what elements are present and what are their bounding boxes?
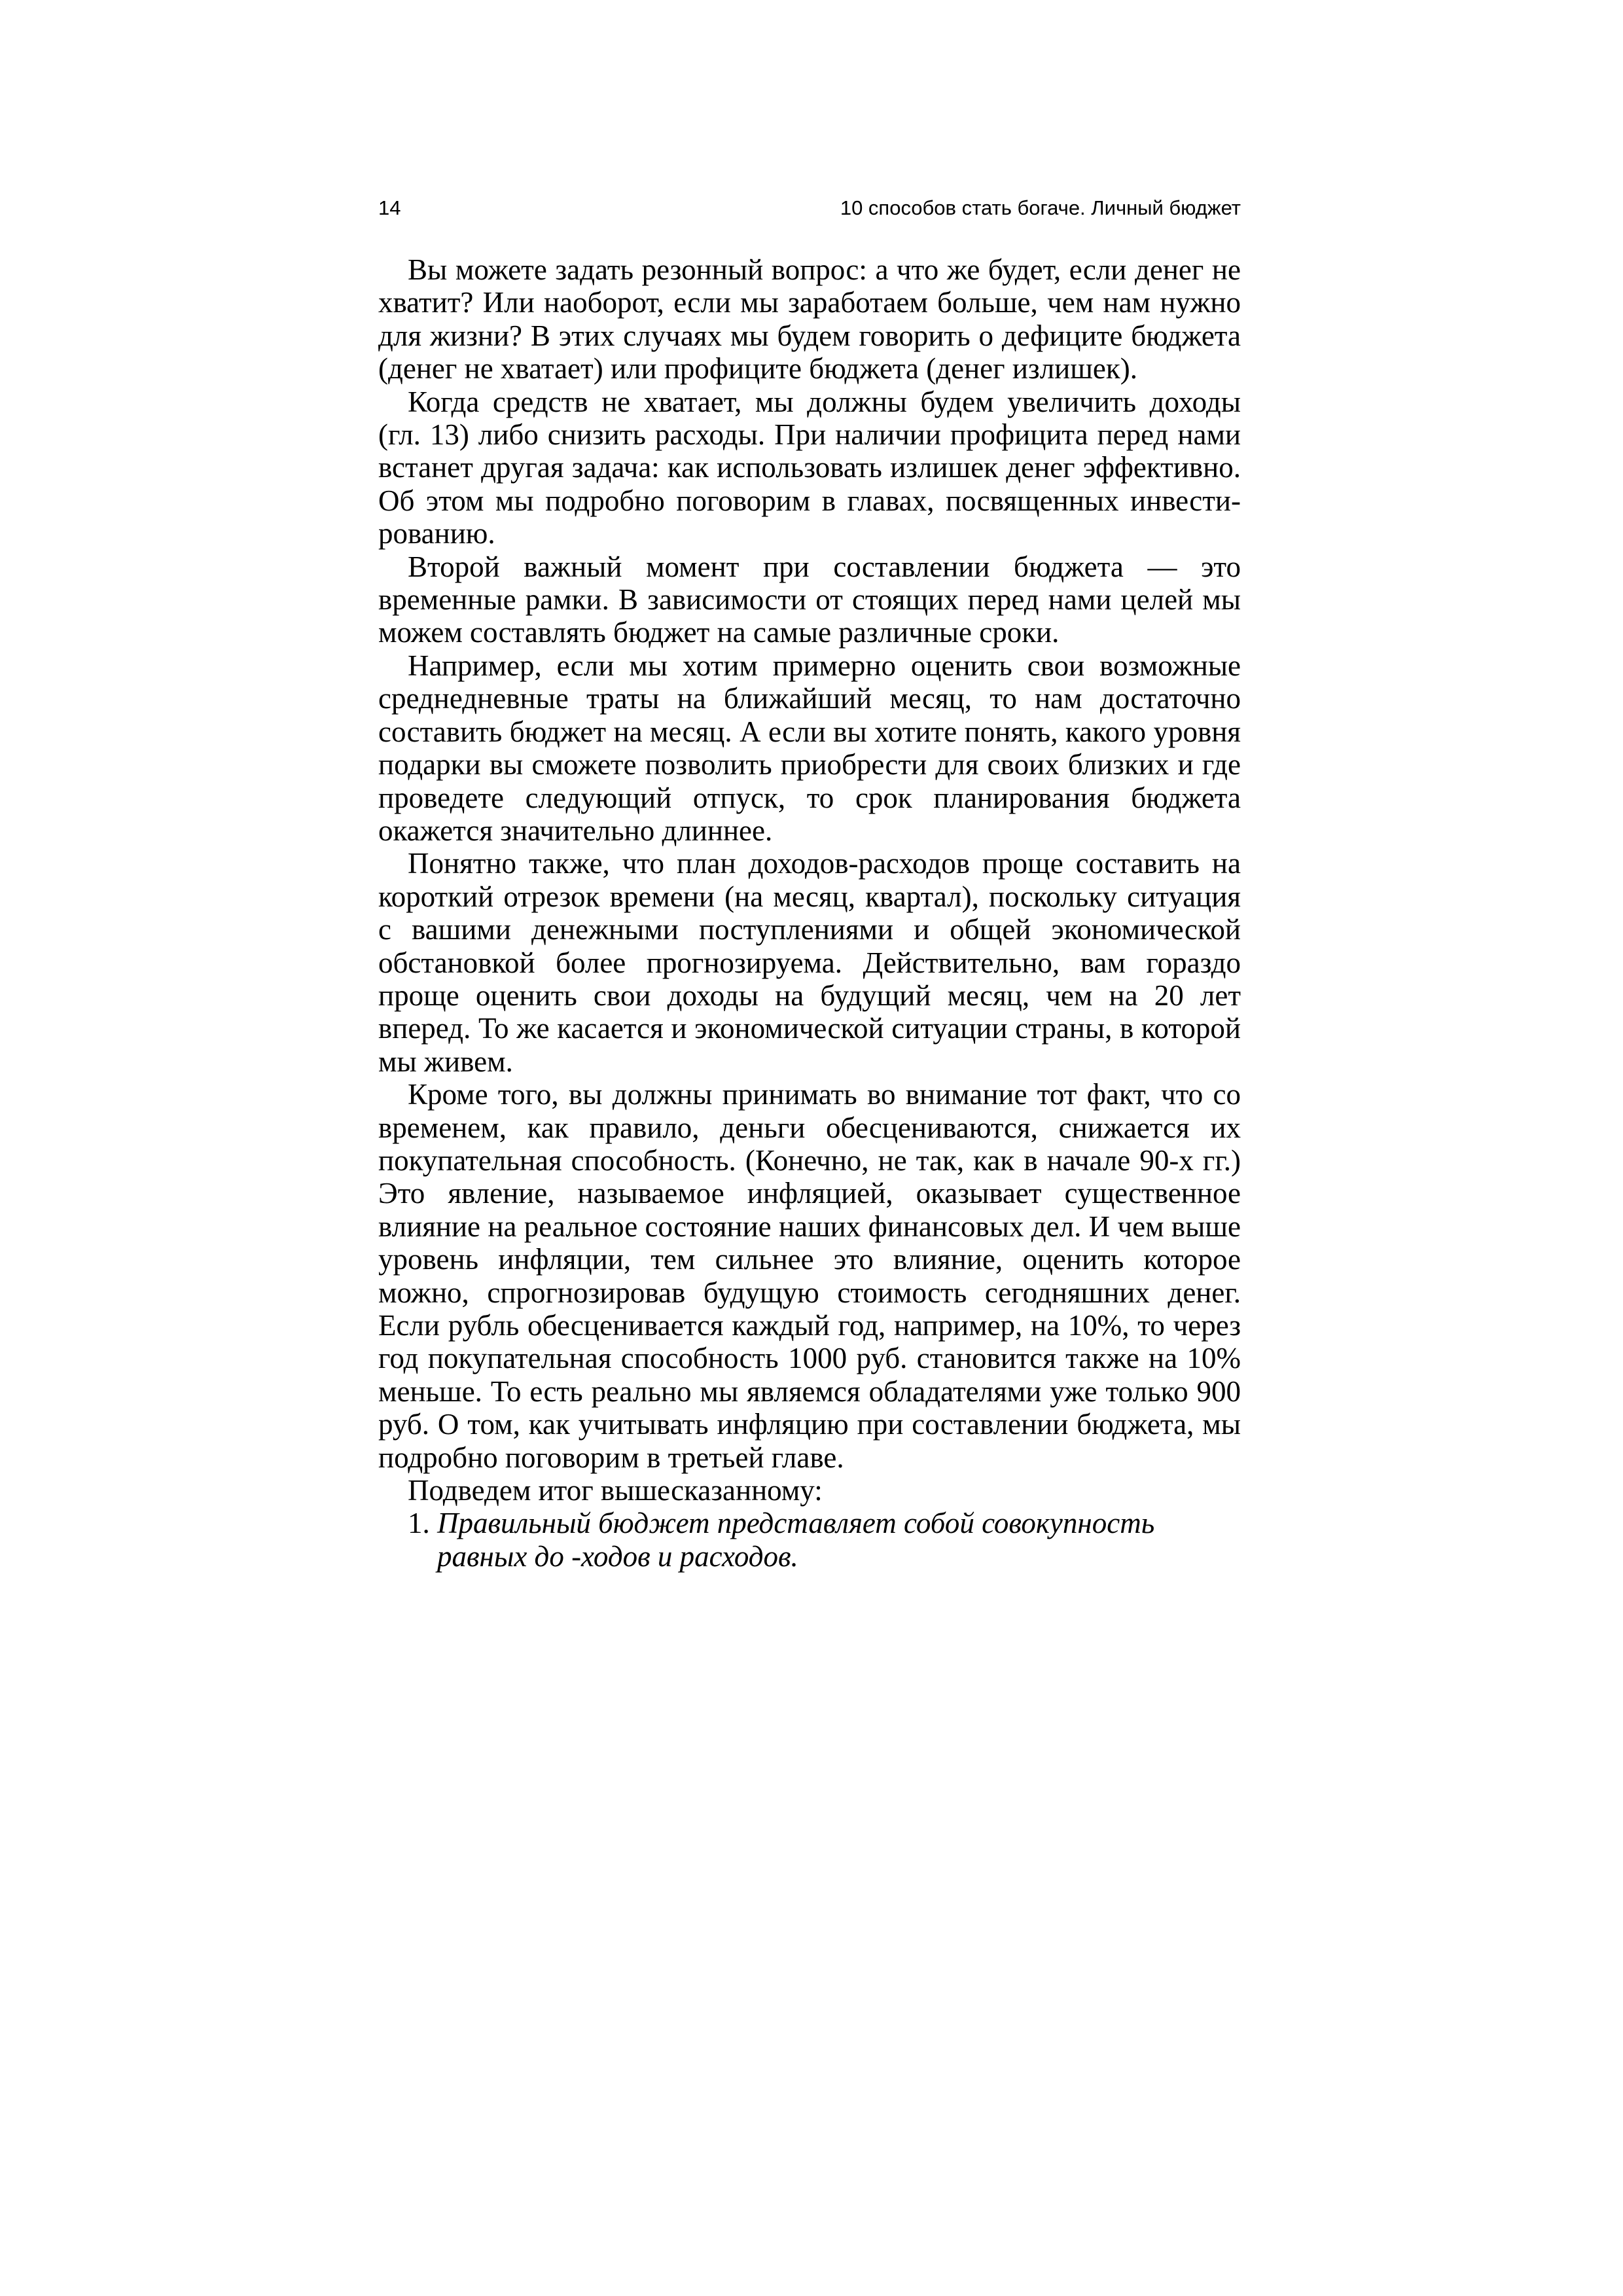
summary-intro: Подведем итог вышесказанному: [408,1474,823,1507]
list-item-text: Правильный бюджет представляет собой совокупность равных до -ходов и расходов. [437,1507,1155,1573]
paragraph: Понятно также, что план доходов-расходов проще составить на короткий отрезок времени (на месяц, квартал), поскольку ситуация с вашими денежными поступлениями и общей экономической обстановкой более прогнозируема. Действительно, вам гораздо проще оценить свои доходы на будущий месяц, чем на 20 лет вперед. То же касается и экономической ситуации страны, в которой мы живем. [378,847,1241,1078]
paragraph: Например, если мы хотим примерно оценить свои возможные среднедневные траты на ближайший месяц, то нам достаточно составить бюджет на месяц. А если вы хотите понять, какого уровня подарки вы сможете позволить приобрести для своих близких и где проведете следующий отпуск, то срок планирования бюджета окажется значительно длиннее. [378,649,1241,847]
paragraph: Второй важный момент при составлении бюджета — это временные рамки. В зависимости от стоящих перед нами целей мы можем составлять бюджет на самые различные сроки. [378,550,1241,649]
page-header [378,190,1241,229]
book-page [378,190,1241,1573]
list-item [378,1507,1241,1573]
paragraph: Кроме того, вы должны принимать во внимание тот факт, что со временем, как правило, деньги обесцениваются, снижается их покупательная способность. (Конечно, не так, как в начале 90-х гг.) Это явление, называемое инфляцией, оказывает существенное влияние на реальное состояние наших финансовых дел. И чем выше уровень инфляции, тем сильнее это влияние, оценить которое можно, спрогнозировав будущую стоимость сегодняшних денег. Если рубль обесценивается каждый год, например, на 10%, то через год покупательная способность 1000 руб. становится также на 10% меньше. То есть реально мы являемся обладателями уже только 900 руб. О том, как учитывать инфляцию при составлении бюджета, мы подробно поговорим в третьей главе. [378,1078,1241,1474]
list-item-number: 1. [408,1507,430,1540]
paragraph: Вы можете задать резонный вопрос: а что же будет, если денег не хватит? Или наоборот, если мы заработаем больше, чем нам нужно для жизни? В этих случаях мы будем говорить о дефиците бюджета (денег не хватает) или профиците бюджета (денег излишек). [378,253,1241,386]
conclusion-list [378,1507,1241,1573]
body-text [378,253,1241,1573]
paragraph: Когда средств не хватает, мы должны будем увеличить доходы (гл. 13) либо снизить расходы. При наличии профицита перед нами встанет другая задача: как использовать излишек денег эффективно. Об этом мы подробно поговорим в главах, посвященных инвестированию. [378,385,1241,550]
running-title: 10 способов стать богаче. Личный бюджет [840,196,1241,219]
page-number: 14 [378,196,401,219]
